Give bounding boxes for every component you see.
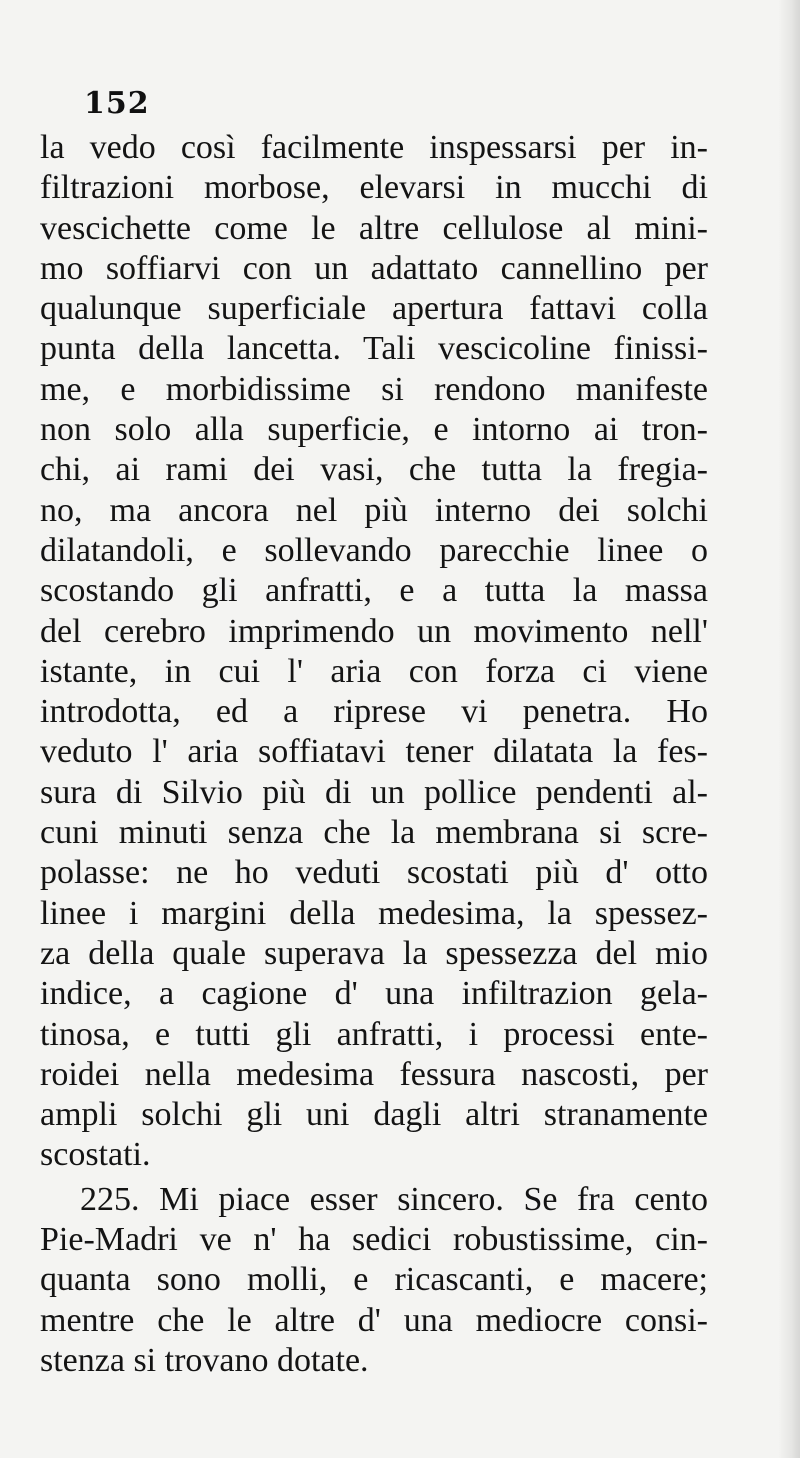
text-line: ampli solchi gli uni dagli altri stranamente — [40, 1096, 708, 1134]
text-line: qualunque superficiale apertura fattavi colla — [40, 290, 708, 328]
text-line: introdotta, ed a riprese vi penetra. Ho — [40, 693, 708, 731]
text-line: sura di Silvio più di un pollice pendenti al- — [40, 773, 708, 811]
text-line: punta della lancetta. Tali vescicoline finissi- — [40, 330, 708, 368]
text-line-last: stenza si trovano dotate. — [40, 1341, 369, 1379]
text-line: veduto l' aria soffiatavi tener dilatata la fes- — [40, 733, 708, 771]
text-line: polasse: ne ho veduti scostati più d' otto — [40, 854, 708, 892]
text-line: mo soffiarvi con un adattato cannellino per — [40, 249, 708, 287]
page-number: 152 — [84, 86, 150, 121]
text-line: filtrazioni morbose, elevarsi in mucchi di — [40, 169, 708, 207]
text-line: za della quale superava la spessezza del mio — [40, 934, 708, 972]
body-text — [40, 128, 708, 1381]
text-line: Pie-Madri ve n' ha sedici robustissime, cin- — [40, 1221, 708, 1259]
text-line: del cerebro imprimendo un movimento nell' — [40, 612, 708, 650]
text-line: linee i margini della medesima, la spessez- — [40, 894, 708, 932]
text-line: dilatandoli, e sollevando parecchie linee o — [40, 531, 708, 569]
text-line: roidei nella medesima fessura nascosti, per — [40, 1055, 708, 1093]
text-line: istante, in cui l' aria con forza ci viene — [40, 652, 708, 690]
text-line: non solo alla superficie, e intorno ai tron- — [40, 411, 708, 449]
text-line: chi, ai rami dei vasi, che tutta la fregia- — [40, 451, 708, 489]
text-line-last: scostati. — [40, 1136, 151, 1174]
text-line: mentre che le altre d' una mediocre consi- — [40, 1301, 708, 1339]
text-line: la vedo così facilmente inspessarsi per in- — [40, 129, 708, 166]
text-line: quanta sono molli, e ricascanti, e macere; — [40, 1261, 708, 1299]
text-line: me, e morbidissime si rendono manifeste — [40, 370, 708, 408]
text-line: indice, a cagione d' una infiltrazion gela- — [40, 975, 708, 1013]
text-line: tinosa, e tutti gli anfratti, i processi ente- — [40, 1015, 708, 1053]
text-line: no, ma ancora nel più interno dei solchi — [40, 491, 708, 529]
text-line: cuni minuti senza che la membrana si scre- — [40, 814, 708, 852]
text-line: vescichette come le altre cellulose al mini- — [40, 209, 708, 247]
text-line: scostando gli anfratti, e a tutta la massa — [40, 572, 708, 610]
section-225-first-line: 225. Mi piace esser sincero. Se fra cento — [80, 1180, 708, 1218]
